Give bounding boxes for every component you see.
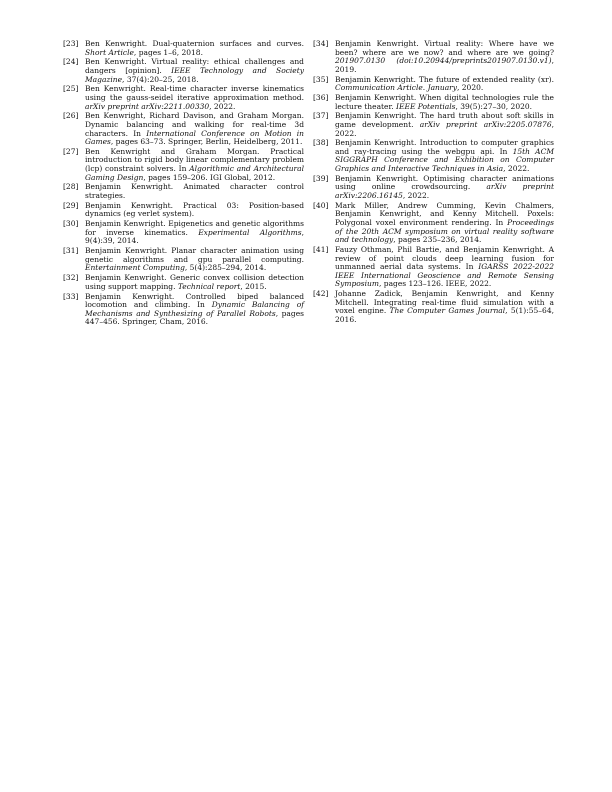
reference-number: [39] [313, 173, 329, 183]
reference-text: Benjamin Kenwright. Planar character animation using genetic algorithms and gpu parallel computing. [85, 246, 304, 264]
reference-entry [313, 94, 554, 111]
reference-number: [37] [313, 111, 329, 121]
reference-text: Ben Kenwright. Virtual reality: ethical challenges and dangers [opinion]. [85, 57, 304, 75]
reference-number: [41] [313, 244, 329, 254]
reference-number: [40] [313, 200, 329, 210]
reference-text: Benjamin Kenwright. The hard truth about soft skills in game development. [335, 111, 554, 129]
reference-entry [63, 274, 304, 291]
reference-text: Ben Kenwright. Dual-quaternion surfaces and curves. [85, 39, 304, 48]
reference-entry [313, 175, 554, 201]
reference-number: [42] [313, 289, 329, 299]
reference-details: , pages 63–73. Springer, Berlin, Heidelberg, 2011. [110, 137, 303, 147]
reference-number: [36] [313, 92, 329, 102]
reference-entry [63, 247, 304, 273]
reference-number: [35] [313, 74, 329, 84]
reference-number: [25] [63, 84, 79, 94]
reference-entry [313, 202, 554, 245]
reference-venue: arXiv preprint arXiv:2211.00330 [85, 101, 210, 111]
reference-details: , 2020. [457, 83, 484, 93]
reference-entry [313, 290, 554, 324]
references-left-column [63, 40, 304, 328]
reference-details: , pages 159–206. IGI Global, 2012. [143, 172, 276, 182]
reference-number: [27] [63, 146, 79, 156]
reference-details: , pages 123–126. IEEE, 2022. [379, 279, 492, 289]
reference-number: [23] [63, 39, 79, 48]
reference-entry [63, 183, 304, 200]
reference-text: Benjamin Kenwright. Epigenetics and genetic algorithms for inverse kinematics. [85, 219, 304, 237]
reference-details: , pages 447–456. Springer, Cham, 2016. [85, 308, 304, 327]
reference-details: , 2015. [240, 281, 267, 291]
reference-text: Benjamin Kenwright. Optimising character animations using online crowdsourcing. [335, 173, 554, 192]
reference-number: [34] [313, 39, 329, 48]
reference-details: , 37(4):20–25, 2018. [122, 74, 199, 84]
reference-entry [313, 40, 554, 74]
reference-venue: 201907.0130 (doi:10.20944/preprints201907.0130.v1) [335, 56, 552, 66]
reference-number: [24] [63, 57, 79, 67]
reference-venue: Short Article [85, 47, 134, 57]
reference-text: Benjamin Kenwright. Animated character control strategies. [85, 182, 304, 201]
reference-number: [32] [63, 273, 79, 283]
reference-venue: IEEE Technology and Society Magazine [85, 65, 304, 84]
reference-details: , 2022. [503, 164, 530, 174]
reference-venue: arXiv preprint arXiv:2205.07876 [419, 119, 552, 129]
reference-entry [313, 139, 554, 173]
reference-details: , pages 1–6, 2018. [133, 47, 203, 57]
reference-number: [38] [313, 138, 329, 148]
reference-number: [30] [63, 219, 79, 229]
reference-details: , 5(4):285–294, 2014. [184, 263, 267, 273]
reference-venue: Algorithmic and Architectural Gaming Design [85, 164, 304, 182]
reference-entry [313, 76, 554, 93]
reference-details: , 2019. [335, 56, 554, 74]
references-right-column [313, 40, 554, 326]
reference-text: Fauzy Othman, Phil Bartie, and Benjamin Kenwright. A review of point clouds deep learning fusion for unmanned aerial data systems. In [335, 244, 554, 272]
reference-venue: Dynamic Balancing of Mechanisms and Synthesizing of Parallel Robots [85, 300, 304, 318]
reference-venue: Experimental Algorithms [198, 227, 302, 237]
reference-details: , 5(1):55–64, 2016. [335, 306, 554, 324]
reference-venue: International Conference on Motion in Games [85, 128, 304, 147]
reference-venue: arXiv preprint arXiv:2206.16145 [335, 182, 554, 201]
reference-text: Benjamin Kenwright. Virtual reality: Where have we been? where are we now? and where are we going? [335, 39, 554, 57]
reference-text: Benjamin Kenwright. Controlled biped balanced locomotion and climbing. In [85, 291, 304, 310]
reference-text: Ben Kenwright. Real-time character inverse kinematics using the gauss-seidel iterative approximation method. [85, 84, 304, 102]
reference-entry [63, 148, 304, 182]
reference-entry [63, 293, 304, 327]
reference-details: , pages 235–236, 2014. [393, 235, 482, 245]
reference-details: , 2022. [209, 101, 236, 111]
reference-text: Benjamin Kenwright. When digital technologies rule the lecture theater. [335, 92, 554, 111]
reference-text: Benjamin Kenwright. Introduction to computer graphics and ray-tracing using the webgpu api. In [335, 138, 554, 156]
reference-venue: Proceedings of the 20th ACM symposium on virtual reality software and technology [335, 218, 554, 245]
reference-text: Johanne Zadick, Benjamin Kenwright, and Kenny Mitchell. Integrating real-time fluid simulation with a voxel engine. [335, 289, 554, 316]
reference-entry [63, 112, 304, 146]
reference-text: Benjamin Kenwright. Practical 03: Position-based dynamics (eg verlet system). [85, 200, 304, 219]
reference-details: , 2022. [335, 119, 554, 138]
reference-number: [28] [63, 182, 79, 192]
reference-number: [29] [63, 200, 79, 210]
reference-details: , 39(5):27–30, 2020. [455, 101, 533, 111]
reference-entry [63, 58, 304, 84]
reference-text: Ben Kenwright and Graham Morgan. Practical introduction to rigid body linear complementary problem (lcp) constraint solvers. In [85, 146, 304, 174]
reference-number: [31] [63, 246, 79, 256]
reference-entry [63, 85, 304, 111]
reference-entry [63, 40, 304, 57]
reference-entry [63, 220, 304, 246]
reference-text: Ben Kenwright, Richard Davison, and Graham Morgan. Dynamic balancing and walking for real-time 3d characters. In [85, 111, 304, 138]
reference-venue: IGARSS 2022-2022 IEEE International Geoscience and Remote Sensing Symposium [335, 262, 554, 289]
reference-entry [63, 202, 304, 219]
reference-details: , 9(4):39, 2014. [85, 227, 305, 246]
reference-entry [313, 246, 554, 289]
reference-text: Benjamin Kenwright. The future of extended reality (xr). [335, 74, 554, 84]
reference-venue: Entertainment Computing [85, 263, 185, 273]
reference-venue: The Computer Games Journal [389, 306, 506, 316]
reference-number: [33] [63, 291, 79, 301]
reference-venue: Technical report [177, 281, 241, 291]
reference-venue: Communication Article. January [335, 83, 458, 93]
reference-venue: IEEE Potentials [396, 101, 456, 111]
reference-number: [26] [63, 111, 79, 121]
reference-entry [313, 112, 554, 138]
reference-details: , 2022. [402, 191, 430, 201]
reference-text: Mark Miller, Andrew Cumming, Kevin Chalmers, Benjamin Kenwright, and Kenny Mitchell. Poxels: Polygonal voxel environment rendering. In [335, 200, 554, 227]
reference-text: Benjamin Kenwright. Generic convex collision detection using support mapping. [85, 273, 304, 291]
reference-venue: 15th ACM SIGGRAPH Conference and Exhibition on Computer Graphics and Interactive Techniques in Asia [335, 146, 555, 174]
